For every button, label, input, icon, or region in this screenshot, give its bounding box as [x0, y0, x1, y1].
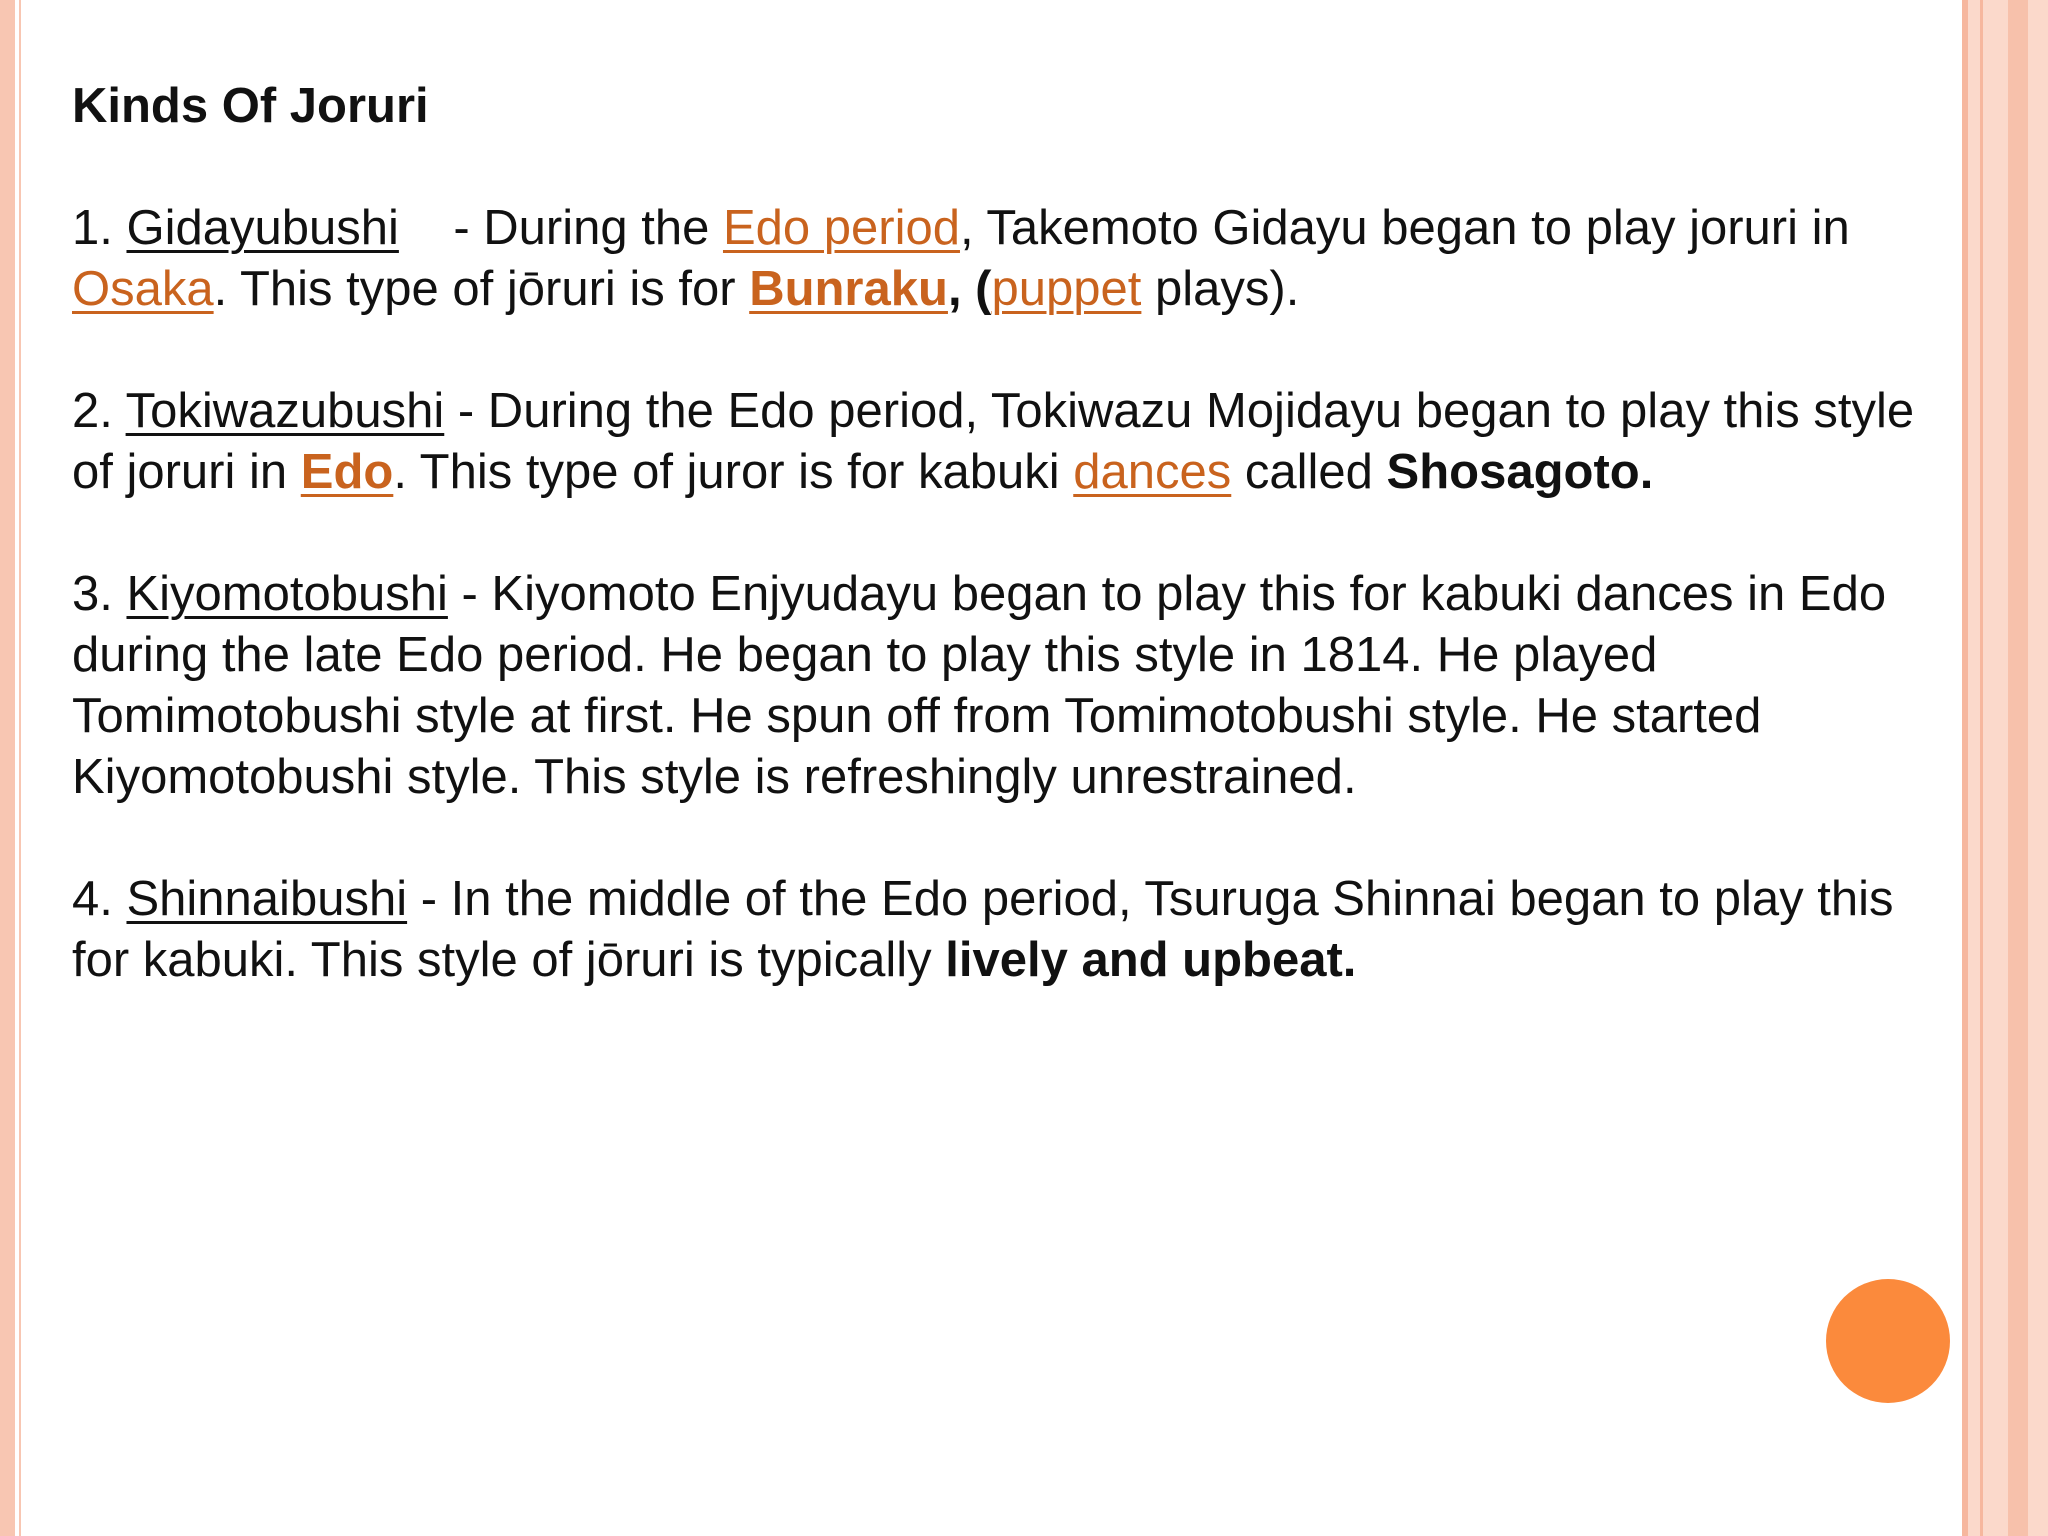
- accent-circle: [1826, 1279, 1950, 1403]
- link-puppet[interactable]: puppet: [991, 262, 1142, 316]
- term-shinnaibushi: Shinnaibushi: [126, 872, 408, 926]
- right-border-line: [1980, 0, 1983, 1536]
- item-text: , (: [947, 262, 992, 316]
- left-border-decoration: [0, 0, 15, 1536]
- slide-title: Kinds Of Joruri: [72, 79, 429, 133]
- item-text: , Takemoto Gidayu began to play joruri in: [959, 201, 1850, 255]
- slide-body: [72, 76, 1952, 1052]
- item-number: 2.: [72, 384, 126, 438]
- left-border-line: [19, 0, 21, 1536]
- term-gidayubushi: Gidayubushi: [126, 201, 399, 255]
- item-number: 4.: [72, 872, 127, 926]
- emphasis-lively-upbeat: lively and upbeat.: [945, 933, 1357, 987]
- item-text: - During the: [398, 201, 723, 255]
- term-kiyomotobushi: Kiyomotobushi: [126, 567, 448, 621]
- link-osaka[interactable]: Osaka: [72, 262, 214, 316]
- item-text: - In the middle of the Edo period, Tsuruga Shinnai began to play this for kabuki. This style of jōruri is typically: [72, 872, 1894, 987]
- right-border-line: [2008, 0, 2028, 1536]
- link-dances[interactable]: dances: [1073, 445, 1232, 499]
- list-item-shinnaibushi: [72, 869, 1952, 991]
- item-number: 1.: [72, 201, 127, 255]
- link-edo-period[interactable]: Edo period: [722, 201, 960, 255]
- right-border-line: [1962, 0, 1968, 1536]
- item-text: - Kiyomoto Enjyudayu began to play this for kabuki dances in Edo during the late Edo period. He began to play this style in 1814. He played Tomimotobushi style at first. He spun off from Tomimotobushi style. He started Kiyomotobushi style. This style is refreshingly unrestrained.: [72, 567, 1887, 804]
- list-item-kiyomotobushi: [72, 564, 1952, 808]
- list-item-gidayubushi: [72, 198, 1952, 320]
- list-item-tokiwazubushi: [72, 381, 1952, 503]
- term-shosagoto: Shosagoto.: [1386, 445, 1654, 499]
- item-text: plays).: [1141, 262, 1300, 316]
- term-tokiwazubushi: Tokiwazubushi: [125, 384, 445, 438]
- link-bunraku[interactable]: Bunraku: [749, 262, 948, 316]
- item-text: called: [1231, 445, 1387, 499]
- link-edo[interactable]: Edo: [300, 445, 394, 499]
- item-text: . This type of juror is for kabuki: [393, 445, 1074, 499]
- right-border-decoration: [1962, 0, 2048, 1536]
- item-number: 3.: [72, 567, 127, 621]
- item-text: - During the Edo period, Tokiwazu Mojidayu began to play this style of joruri in: [72, 384, 1915, 499]
- item-text: . This type of jōruri is for: [213, 262, 750, 316]
